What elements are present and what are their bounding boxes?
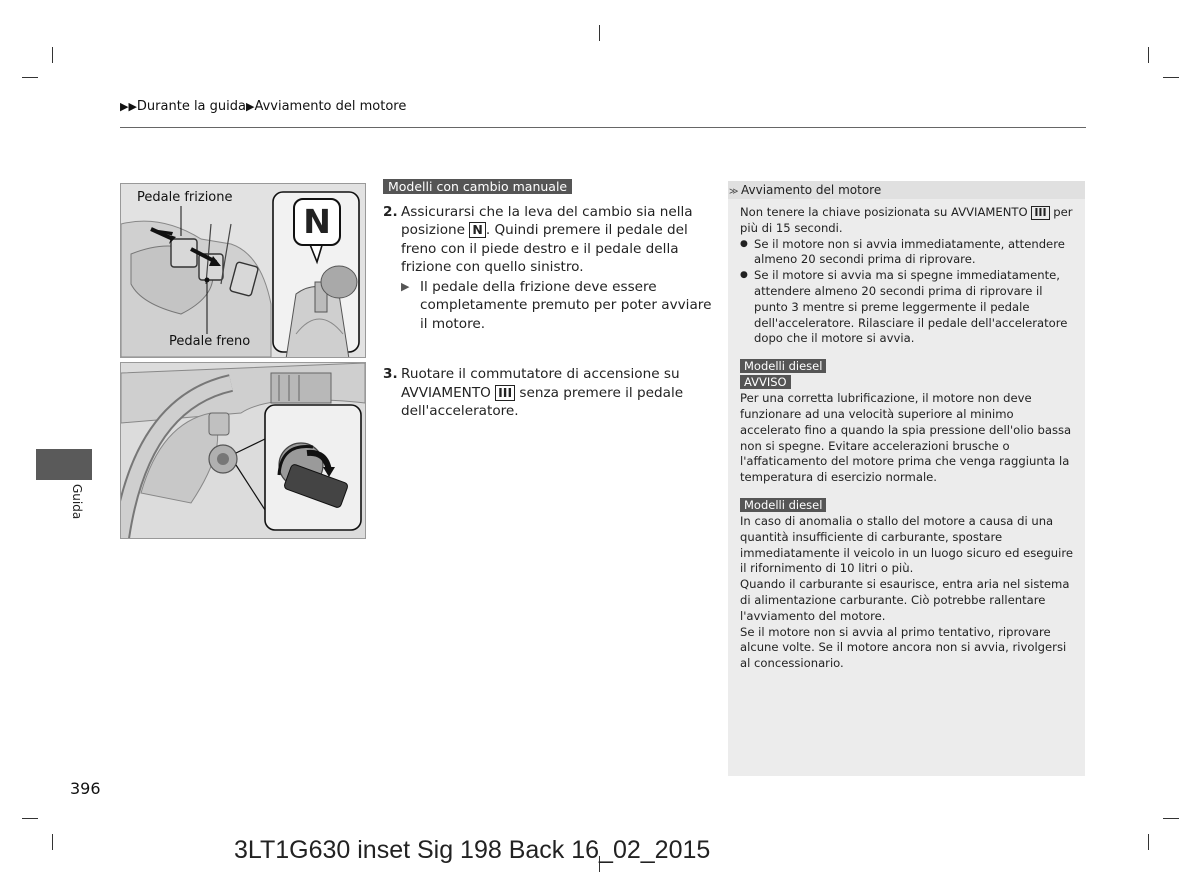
start-iii-box: III bbox=[495, 385, 515, 401]
crop-mark bbox=[22, 77, 38, 78]
note-p1-a: Non tenere la chiave posizionata su AVVIAMENTO bbox=[740, 205, 1032, 219]
crop-mark bbox=[22, 818, 38, 819]
manual-models-tag: Modelli con cambio manuale bbox=[383, 179, 572, 194]
note-body bbox=[740, 205, 1075, 672]
step-2-subnote-text: Il pedale della frizione deve essere completamente premuto per poter avviare il motore. bbox=[420, 278, 712, 332]
note-paragraph: Per una corretta lubrificazione, il motore non deve funzionare ad una velocità superiore al minimo accelerato fino a quando la spia pressione dell'olio bassa non si spegne. Evitare accelerazioni brusche o l'affaticamento del motore prima che venga raggiunta la temperatura di esercizio normale. bbox=[740, 391, 1072, 485]
breadcrumb-arrows: ▶▶ bbox=[120, 100, 137, 113]
step-3-number: 3. bbox=[383, 366, 398, 382]
breadcrumb-section[interactable]: Durante la guida bbox=[136, 99, 246, 114]
note-title-bar bbox=[728, 181, 1085, 199]
crop-mark bbox=[599, 25, 600, 41]
crop-mark bbox=[52, 47, 53, 63]
brake-pedal-label: Pedale freno bbox=[169, 334, 251, 349]
ignition-drawing bbox=[121, 363, 365, 538]
gear-letter: N bbox=[303, 202, 331, 241]
diesel-models-tag: Modelli diesel bbox=[740, 359, 826, 373]
note-paragraph bbox=[740, 205, 1075, 237]
note-paragraph: Se il motore non si avvia al primo tentativo, riprovare alcune volte. Se il motore ancora non si avvia, rivolgersi al concessionario. bbox=[740, 624, 1067, 671]
pedals-illustration bbox=[120, 183, 366, 358]
step-3-text-b: senza premere il pedale dell'acceleratore. bbox=[401, 384, 684, 419]
note-title: Avviamento del motore bbox=[741, 183, 882, 197]
note-bullet: ● Se il motore si avvia ma si spegne immediatamente, attendere almeno 20 secondi prima di riprovare il punto 3 mentre si preme leggermente il pedale dell'acceleratore. Rilasciare il pedale dell'acceleratore dopo che il motore si avvia. bbox=[740, 268, 1075, 347]
note-start-iii-box: III bbox=[1031, 206, 1049, 220]
diesel-models-tag: Modelli diesel bbox=[740, 498, 826, 512]
step-3 bbox=[383, 365, 713, 421]
chapter-tab bbox=[36, 449, 92, 480]
step-2 bbox=[383, 203, 713, 334]
step-2-text-a: Assicurarsi che la leva del cambio sia nella posizione bbox=[401, 203, 693, 238]
step-2-subnote bbox=[401, 278, 713, 334]
step-2-number: 2. bbox=[383, 203, 398, 220]
note-panel bbox=[728, 181, 1085, 776]
ignition-illustration bbox=[120, 362, 366, 539]
crop-mark bbox=[1148, 47, 1149, 63]
note-paragraph: In caso di anomalia o stallo del motore a causa di una quantità insufficiente di carburante, spostare immediatamente il veicolo in un luogo sicuro ed eseguire il rifornimento di 10 litri o più. bbox=[740, 513, 1073, 576]
position-n-box: N bbox=[469, 222, 485, 238]
crop-mark bbox=[1148, 834, 1149, 850]
reference-mark-icon: ≫ bbox=[729, 187, 739, 197]
header-rule bbox=[120, 127, 1086, 128]
gear-letter-badge bbox=[293, 198, 341, 246]
step-3-text-a: Ruotare il commutatore di accensione su AVVIAMENTO bbox=[401, 366, 680, 401]
note-paragraph: Quando il carburante si esaurisce, entra aria nel sistema di alimentazione carburante. Ciò potrebbe rallentare l'avviamento del motore. bbox=[740, 577, 1070, 623]
crop-mark bbox=[52, 834, 53, 850]
crop-mark bbox=[1163, 77, 1179, 78]
chapter-label: Guida bbox=[70, 484, 84, 520]
clutch-pedal-label: Pedale frizione bbox=[137, 190, 233, 205]
step-2-text-b: . Quindi premere il pedale del freno con il piede destro e il pedale della frizione con quello sinistro. bbox=[401, 222, 688, 275]
note-p1-b: per più di 15 secondi. bbox=[740, 205, 1073, 235]
page-number: 396 bbox=[70, 779, 101, 798]
breadcrumb-separator: ▶ bbox=[245, 100, 255, 113]
subnote-arrow-icon: ▶ bbox=[401, 279, 410, 293]
main-instructions bbox=[383, 178, 713, 421]
warning-tag: AVVISO bbox=[740, 375, 791, 389]
note-bullet: ● Se il motore non si avvia immediatamente, attendere almeno 20 secondi prima di riprovare. bbox=[740, 237, 1075, 269]
crop-mark bbox=[1163, 818, 1179, 819]
breadcrumb-topic[interactable]: Avviamento del motore bbox=[254, 99, 407, 114]
breadcrumb bbox=[120, 99, 406, 114]
print-slug: 3LT1G630 inset Sig 198 Back 16_02_2015 bbox=[234, 836, 711, 864]
